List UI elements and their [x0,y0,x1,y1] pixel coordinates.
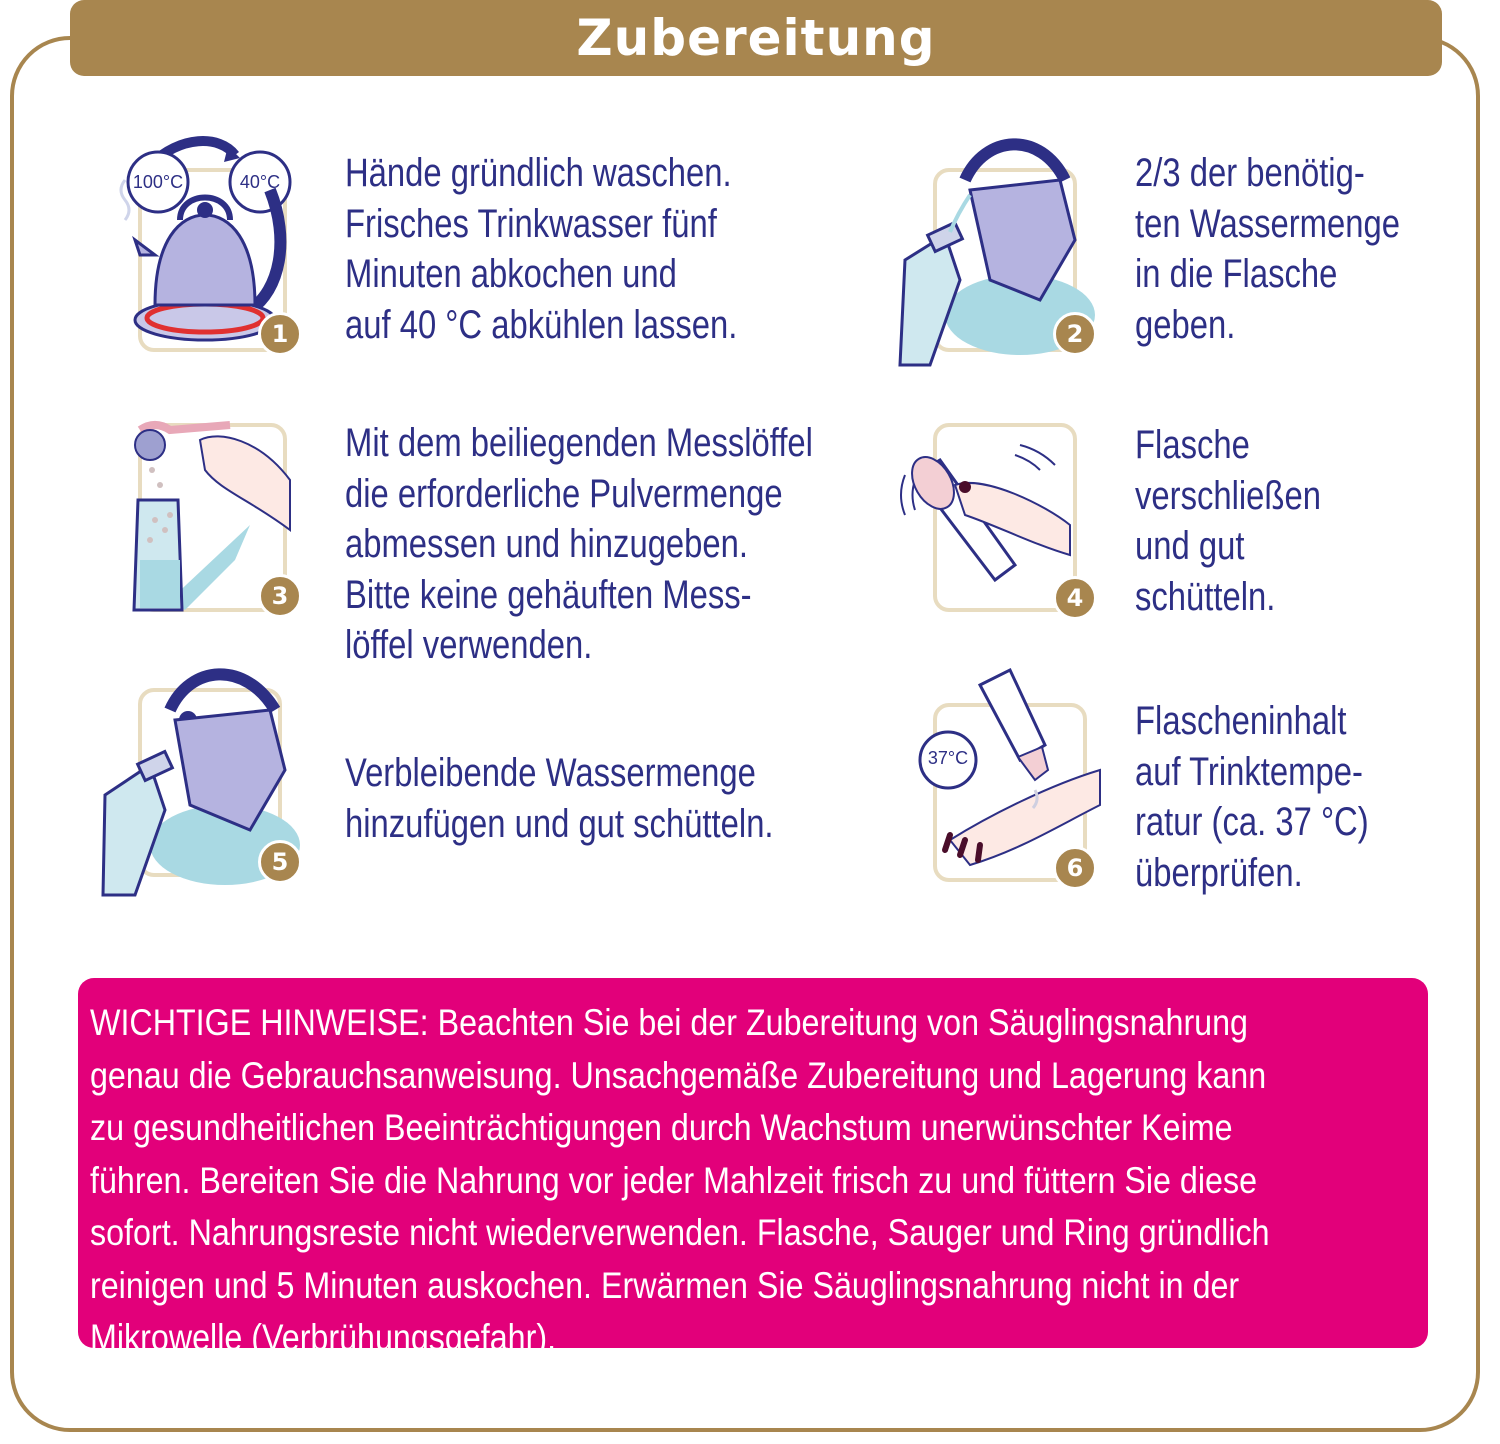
pour-water-into-bottle-icon [890,140,1080,380]
shake-bottle-icon [895,415,1085,655]
step-3-text: Mit dem beiliegenden Messlöffel die erforderliche Pulvermenge abmessen und hinzugeben. Bitte keine gehäuften Mess- löffel verwenden. [345,421,813,667]
pour-remaining-water-icon [95,665,285,905]
step-4-text: Flasche verschließen und gut schütteln. [1135,423,1321,619]
step-5-illustration [95,665,285,905]
important-notice-box [78,978,1428,1358]
step-2-illustration [890,140,1080,380]
temp-hot-label: 100°C [132,172,184,192]
step-number-badge: 1 [258,312,302,356]
step-2-text: 2/3 der benötig- ten Wassermenge in die Flasche geben. [1135,151,1400,347]
title-bar [70,0,1442,76]
step-1-text: Hände gründlich waschen. Frisches Trinkwasser fünf Minuten abkochen und auf 40 °C abkühlen lassen. [345,151,738,347]
important-notice-text: WICHTIGE HINWEISE: Beachten Sie bei der Zubereitung von Säuglingsnahrung genau die Gebrauchsanweisung. Unsachgemäße Zubereitung und Lagerung kann zu gesundheitlichen Beeinträchtigungen durch Wachstum unerwünschter Keime führen. Bereiten Sie die Nahrung vor jeder Mahlzeit frisch zu und füttern Sie diese sofort. Nahrungsreste nicht wiederverwenden. Flasche, Sauger und Ring gründlich reinigen und 5 Minuten auskochen. Erwärmen Sie Säuglingsnahrung nicht in der Mikrowelle (Verbrühungsgefahr). [90,1001,1270,1358]
step-number-badge: 2 [1053,312,1097,356]
step-6-text: Flascheninhalt auf Trinktempe- ratur (ca. 37 °C) überprüfen. [1135,699,1369,895]
step-number-badge: 5 [258,840,302,884]
step-number-badge: 3 [258,574,302,618]
step-4-illustration [895,415,1085,655]
temp-label: 37°C [927,748,969,768]
page-title: Zubereitung [576,9,936,67]
temp-cool-label: 40°C [239,172,281,192]
step-number-badge: 4 [1053,576,1097,620]
step-5-text: Verbleibende Wassermenge hinzufügen und gut schütteln. [345,751,774,846]
step-number-badge: 6 [1053,846,1097,890]
